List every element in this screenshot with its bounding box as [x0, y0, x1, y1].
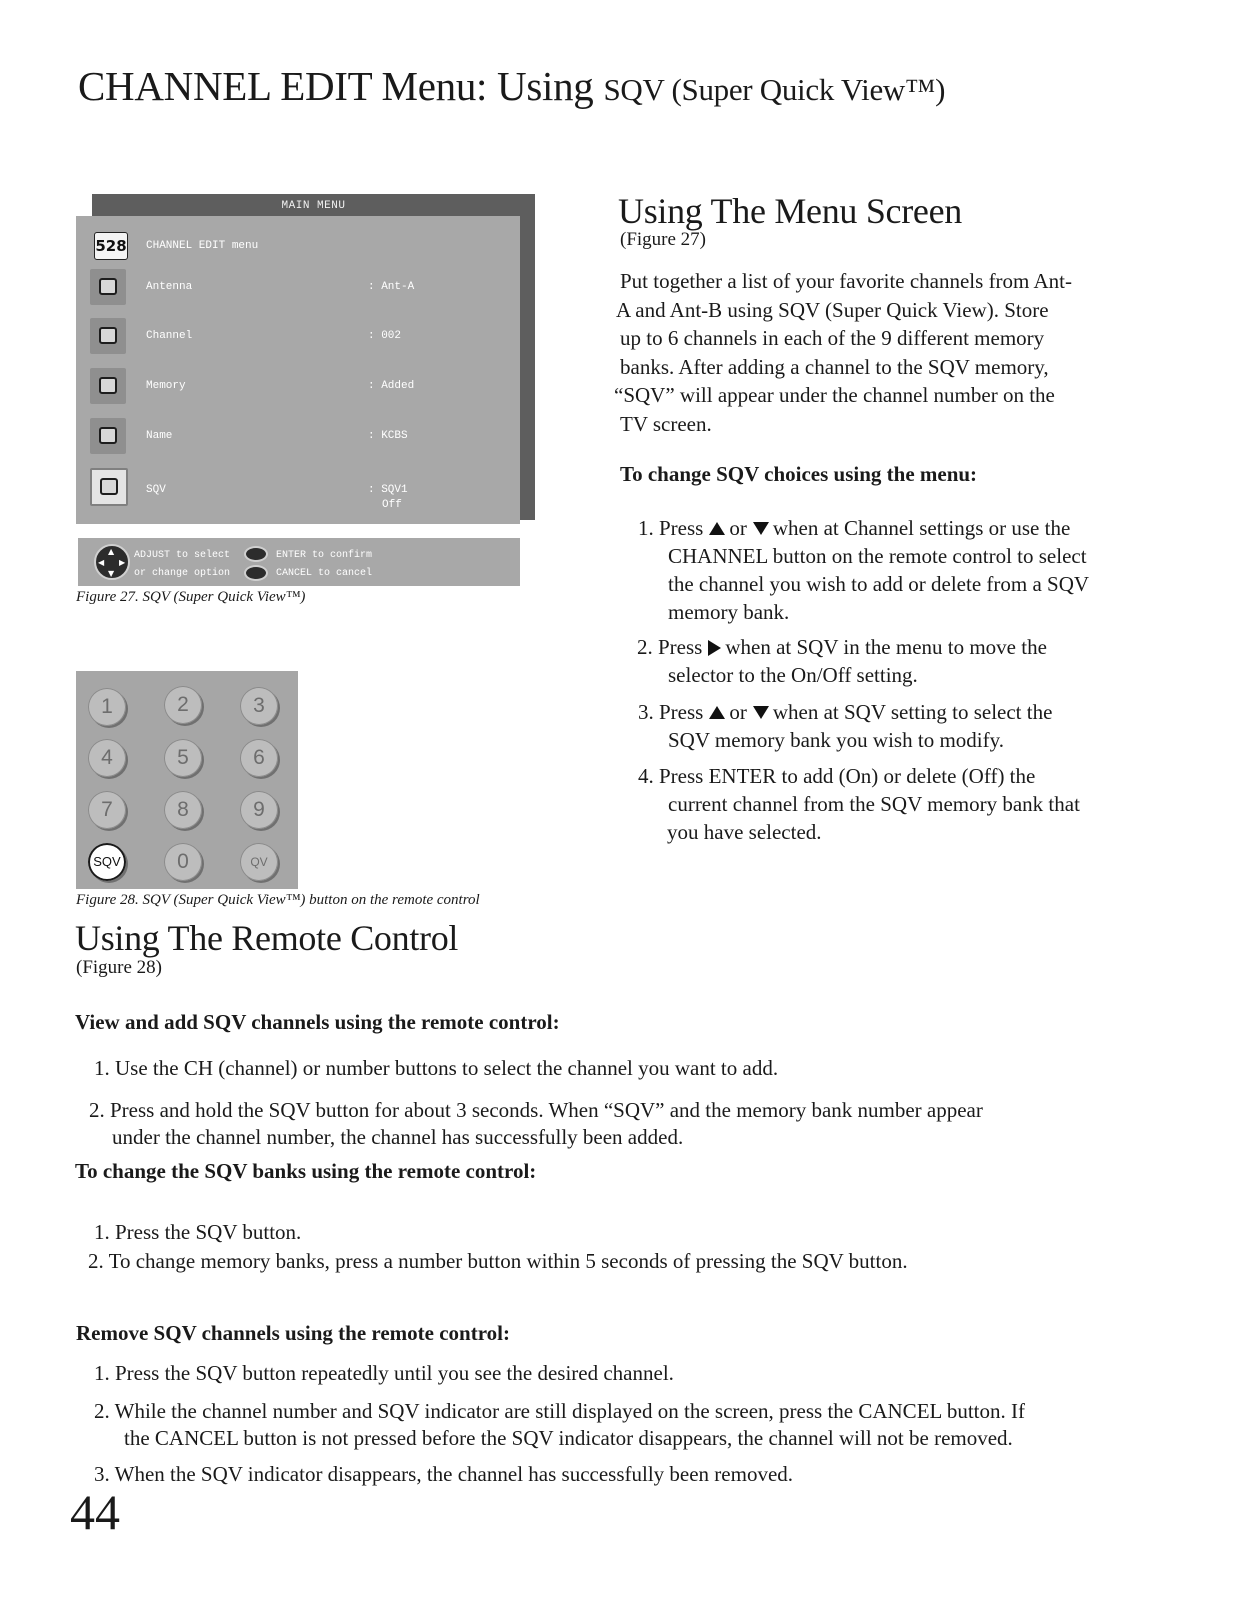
menu-row-label: Antenna: [146, 281, 193, 293]
step-number: 1.: [638, 516, 654, 540]
hint-enter: ENTER to confirm: [276, 550, 373, 561]
right-arrow-icon: [708, 640, 721, 656]
remote-keypad: [76, 671, 298, 889]
figure-28-label: Figure 28.: [76, 892, 139, 908]
menu-row-value: : Added: [368, 380, 415, 392]
channel-number-icon: 528: [94, 232, 128, 260]
step-text: selector to the On/Off setting.: [668, 663, 918, 687]
menu-row-label: Name: [146, 430, 173, 442]
key-8[interactable]: 8: [164, 791, 202, 829]
key-4[interactable]: 4: [88, 739, 126, 777]
step-text: Press: [658, 635, 703, 659]
up-arrow-icon: [709, 706, 725, 719]
figure-28-text: SQV (Super Quick View™) button on the remote control: [138, 892, 480, 908]
step-text: Press: [659, 700, 704, 724]
step-text: or: [729, 516, 747, 540]
menu-row-value-secondary: Off: [382, 499, 402, 511]
view-add-item-2-cont: under the channel number, the channel has successfully been added.: [112, 1125, 684, 1149]
figure-27-caption: [76, 589, 305, 606]
menu-row-value: : 002: [368, 330, 402, 342]
intro-line: banks. After adding a channel to the SQV memory,: [620, 354, 1049, 379]
hint-change-option: or change option: [134, 568, 231, 579]
view-add-subheading: View and add SQV channels using the remote control:: [75, 1010, 560, 1034]
key-5[interactable]: 5: [164, 739, 202, 777]
menu-row-label: Memory: [146, 380, 186, 392]
key-3[interactable]: 3: [240, 687, 278, 725]
intro-line: Put together a list of your favorite channels from Ant-: [620, 269, 1072, 293]
step-text: current channel from the SQV memory bank that: [668, 792, 1080, 816]
tv-icon: [90, 418, 126, 454]
menu-step-4: [638, 762, 1198, 846]
key-7[interactable]: 7: [88, 791, 126, 829]
change-banks-subheading: To change the SQV banks using the remote control:: [75, 1159, 537, 1183]
intro-line: up to 6 channels in each of the 9 different memory: [620, 326, 1045, 350]
menu-section-subheading: To change SQV choices using the menu:: [620, 462, 978, 486]
step-number: 2.: [637, 635, 653, 659]
step-text: CHANNEL button on the remote control to select: [668, 544, 1087, 568]
menu-screen-panel: [76, 216, 520, 524]
page-title-main: CHANNEL EDIT Menu: Using: [78, 63, 604, 109]
menu-section-intro: [614, 267, 1174, 438]
page-number: 44: [70, 1484, 120, 1540]
sqv-button[interactable]: SQV: [88, 843, 126, 881]
step-text: SQV memory bank you wish to modify.: [668, 728, 1004, 752]
menu-hint-bar: [78, 538, 520, 586]
step-text: Press ENTER to add (On) or delete (Off) the: [659, 764, 1036, 788]
menu-row-label: Channel: [146, 330, 193, 342]
menu-section-heading: Using The Menu Screen: [618, 191, 962, 231]
menu-title-row: [76, 226, 520, 266]
menu-step-3: [638, 698, 1198, 754]
menu-row-value: : SQV1: [368, 484, 408, 496]
menu-row-antenna[interactable]: [76, 267, 520, 307]
key-6[interactable]: 6: [240, 739, 278, 777]
remote-section-figref: (Figure 28): [76, 957, 163, 978]
change-banks-item-1: 1. Press the SQV button.: [94, 1220, 302, 1244]
figure-28-caption: [76, 892, 480, 909]
up-arrow-icon: [709, 522, 725, 535]
tv-icon: [90, 269, 126, 305]
intro-line: TV screen.: [620, 411, 712, 436]
view-add-item-2: 2. Press and hold the SQV button for about 3 seconds. When “SQV” and the memory bank number appear: [89, 1098, 983, 1122]
tv-icon: [90, 318, 126, 354]
menu-row-label: SQV: [146, 484, 166, 496]
step-number: 3.: [638, 700, 654, 724]
step-text: or: [729, 700, 747, 724]
page-title: [78, 62, 945, 110]
key-2[interactable]: 2: [164, 686, 202, 724]
remove-item-1: 1. Press the SQV button repeatedly until you see the desired channel.: [94, 1361, 674, 1385]
step-text: when at Channel settings or use the: [772, 516, 1071, 540]
remove-item-2-cont: the CANCEL button is not pressed before the SQV indicator disappears, the channel will not be removed.: [124, 1426, 1013, 1450]
enter-button-icon: [244, 546, 268, 562]
menu-screen-header: MAIN MENU: [281, 200, 346, 212]
intro-line: “SQV” will appear under the channel number on the: [614, 383, 1055, 407]
intro-line: A and Ant-B using SQV (Super Quick View). Store: [616, 297, 1049, 322]
step-number: 4.: [638, 764, 654, 788]
menu-section-figref: (Figure 27): [620, 229, 707, 250]
step-text: when at SQV in the menu to move the: [725, 635, 1047, 659]
hint-cancel: CANCEL to cancel: [276, 568, 373, 579]
menu-row-name[interactable]: [76, 416, 520, 456]
menu-row-value: : Ant-A: [368, 281, 415, 293]
key-1[interactable]: 1: [88, 688, 126, 726]
step-text: when at SQV setting to select the: [772, 700, 1053, 724]
remote-section-heading: Using The Remote Control: [75, 918, 459, 958]
cancel-button-icon: [244, 565, 268, 581]
change-banks-item-2: 2. To change memory banks, press a number button within 5 seconds of pressing the SQV button.: [88, 1249, 908, 1273]
figure-27-text: SQV (Super Quick View™): [138, 589, 306, 605]
remove-subheading: Remove SQV channels using the remote control:: [76, 1321, 510, 1345]
menu-step-2: [637, 633, 1197, 689]
tv-icon: [90, 468, 128, 506]
down-arrow-icon: [753, 706, 769, 719]
qv-button[interactable]: QV: [240, 843, 278, 881]
figure-27-label: Figure 27.: [76, 589, 139, 605]
menu-step-1: [638, 514, 1198, 626]
down-arrow-icon: [753, 522, 769, 535]
page-title-sub: SQV (Super Quick View™): [603, 72, 946, 107]
menu-row-channel[interactable]: [76, 316, 520, 356]
view-add-item-1: 1. Use the CH (channel) or number buttons to select the channel you want to add.: [94, 1056, 779, 1080]
tv-icon: [90, 368, 126, 404]
remove-item-2: 2. While the channel number and SQV indicator are still displayed on the screen, press the CANCEL button. If: [94, 1399, 1025, 1423]
menu-title: CHANNEL EDIT menu: [146, 240, 259, 252]
dpad-icon: ▲ ▼ ◀ ▶: [94, 544, 130, 580]
step-text: the channel you wish to add or delete from a SQV: [668, 572, 1090, 596]
key-9[interactable]: 9: [240, 791, 278, 829]
menu-row-value: : KCBS: [368, 430, 408, 442]
step-text: Press: [659, 516, 704, 540]
step-text: memory bank.: [668, 600, 790, 624]
key-0[interactable]: 0: [164, 843, 202, 881]
hint-adjust: ADJUST to select: [134, 550, 231, 561]
step-text: you have selected.: [667, 820, 822, 844]
menu-row-sqv[interactable]: [76, 466, 520, 511]
menu-row-memory[interactable]: [76, 366, 520, 406]
remove-item-3: 3. When the SQV indicator disappears, the channel has successfully been removed.: [94, 1462, 794, 1486]
